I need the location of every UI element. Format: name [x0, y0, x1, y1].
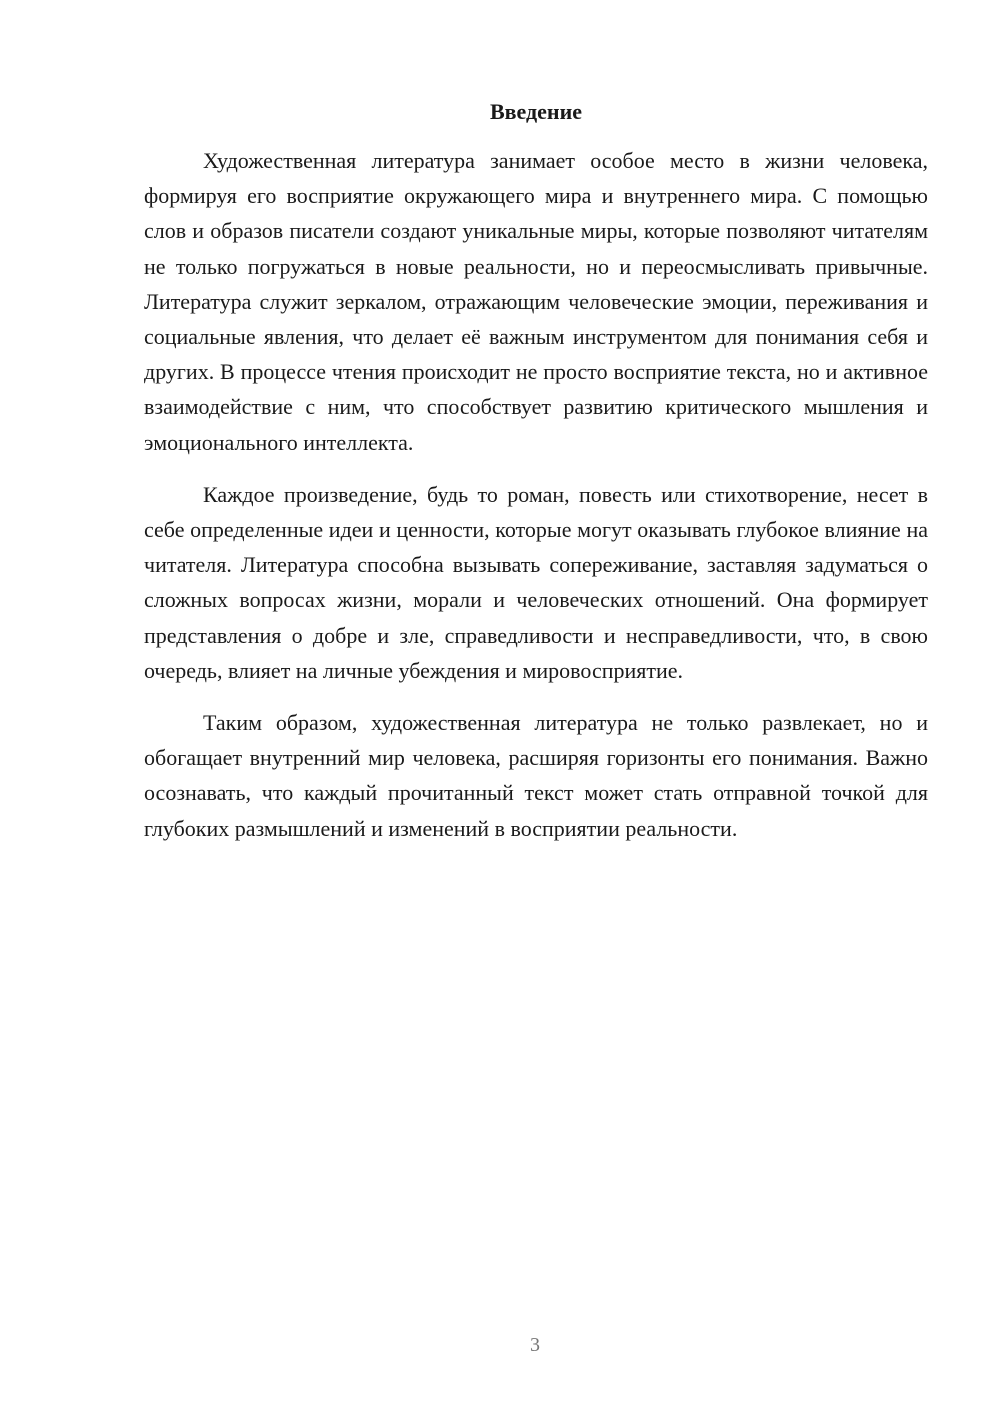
paragraph-3: Таким образом, художественная литература не только развлекает, но и обогащает внутренний мир человека, расширяя горизонты его понимания. Важно осознавать, что каждый прочитанный текст может стать отправной точкой для глубоких размышлений и изменений в восприятии реальности. [144, 710, 928, 841]
paragraph-1: Художественная литература занимает особое место в жизни человека, формируя его восприятие окружающего мира и внутреннего мира. С помощью слов и образов писатели создают уникальные миры, которые позволяют читателям не только погружаться в новые реальности, но и переосмысливать привычные. Литература служит зеркалом, отражающим человеческие эмоции, переживания и социальные явления, что делает её важным инструментом для понимания себя и других. В процессе чтения происходит не просто восприятие текста, но и активное взаимодействие с ним, что способствует развитию критического мышления и эмоционального интеллекта. [144, 148, 928, 455]
page-number: 3 [530, 1334, 540, 1356]
section-heading: Введение [489, 99, 583, 124]
document-body [144, 94, 928, 863]
paragraph-2: Каждое произведение, будь то роман, повесть или стихотворение, несет в себе определенные идеи и ценности, которые могут оказывать глубокое влияние на читателя. Литература способна вызывать сопереживание, заставляя задуматься о сложных вопросах жизни, морали и человеческих отношений. Она формирует представления о добре и зле, справедливости и несправедливости, что, в свою очередь, влияет на личные убеждения и мировосприятие. [144, 481, 928, 683]
